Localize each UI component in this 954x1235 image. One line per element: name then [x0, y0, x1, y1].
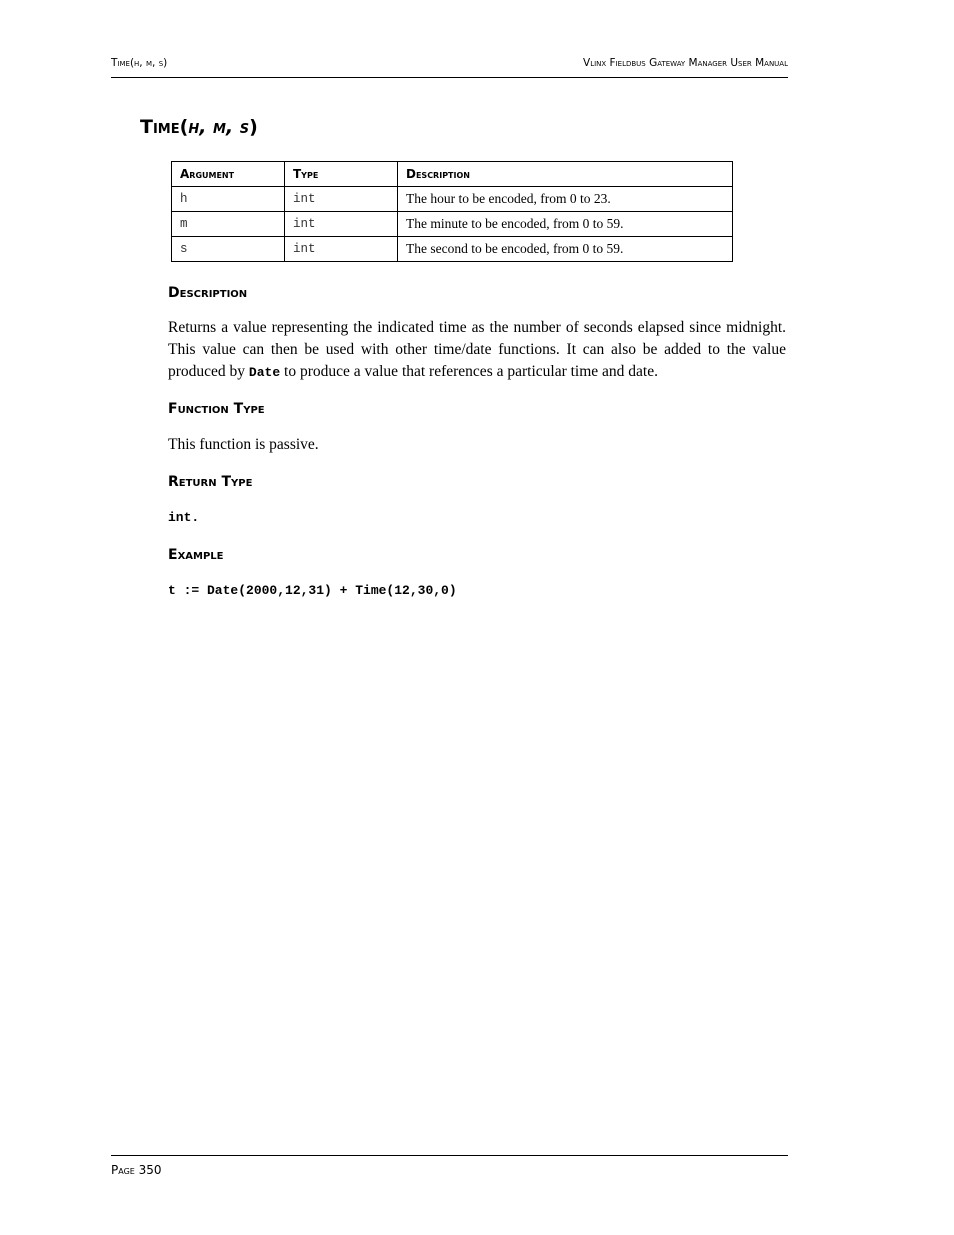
desc-cell: The minute to be encoded, from 0 to 59. [398, 212, 733, 237]
description-text-before: Returns a value representing the indicated time as the number of seconds elapsed since midnight. This value can then be used with other time/date functions. It can also be added to the value produced by [168, 319, 786, 380]
function-close-paren: ) [249, 116, 258, 138]
desc-cell: The second to be encoded, from 0 to 59. [398, 237, 733, 262]
function-title [140, 116, 258, 138]
arg-cell: h [172, 187, 285, 212]
header-left-title: Time(h, m, s) [111, 57, 168, 69]
return-type-heading: Return Type [168, 474, 253, 490]
type-cell: int [285, 237, 398, 262]
page-number: Page 350 [111, 1163, 162, 1177]
arg-cell: s [172, 237, 285, 262]
function-name: Time( [140, 116, 189, 138]
description-text-after: to produce a value that references a particular time and date. [280, 363, 658, 380]
desc-cell: The hour to be encoded, from 0 to 23. [398, 187, 733, 212]
function-type-heading: Function Type [168, 401, 265, 417]
page-footer [111, 1155, 788, 1177]
table-row [172, 212, 733, 237]
type-cell: int [285, 187, 398, 212]
table-row [172, 187, 733, 212]
header-manual-title: Vlinx Fieldbus Gateway Manager User Manual [583, 57, 788, 69]
col-header-description: Description [398, 162, 733, 187]
function-args: h, m, s [188, 116, 250, 138]
example-heading: Example [168, 547, 224, 563]
page-header [111, 56, 788, 78]
description-heading: Description [168, 285, 248, 301]
table-row [172, 237, 733, 262]
col-header-argument: Argument [172, 162, 285, 187]
example-code: t := Date(2000,12,31) + Time(12,30,0) [168, 583, 457, 598]
description-text [168, 317, 786, 384]
arg-cell: m [172, 212, 285, 237]
col-header-type: Type [285, 162, 398, 187]
return-type-code: int. [168, 510, 200, 525]
date-code-ref: Date [248, 365, 281, 380]
table-header-row [172, 162, 733, 187]
function-type-text: This function is passive. [168, 436, 319, 453]
arguments-table [171, 161, 733, 262]
type-cell: int [285, 212, 398, 237]
